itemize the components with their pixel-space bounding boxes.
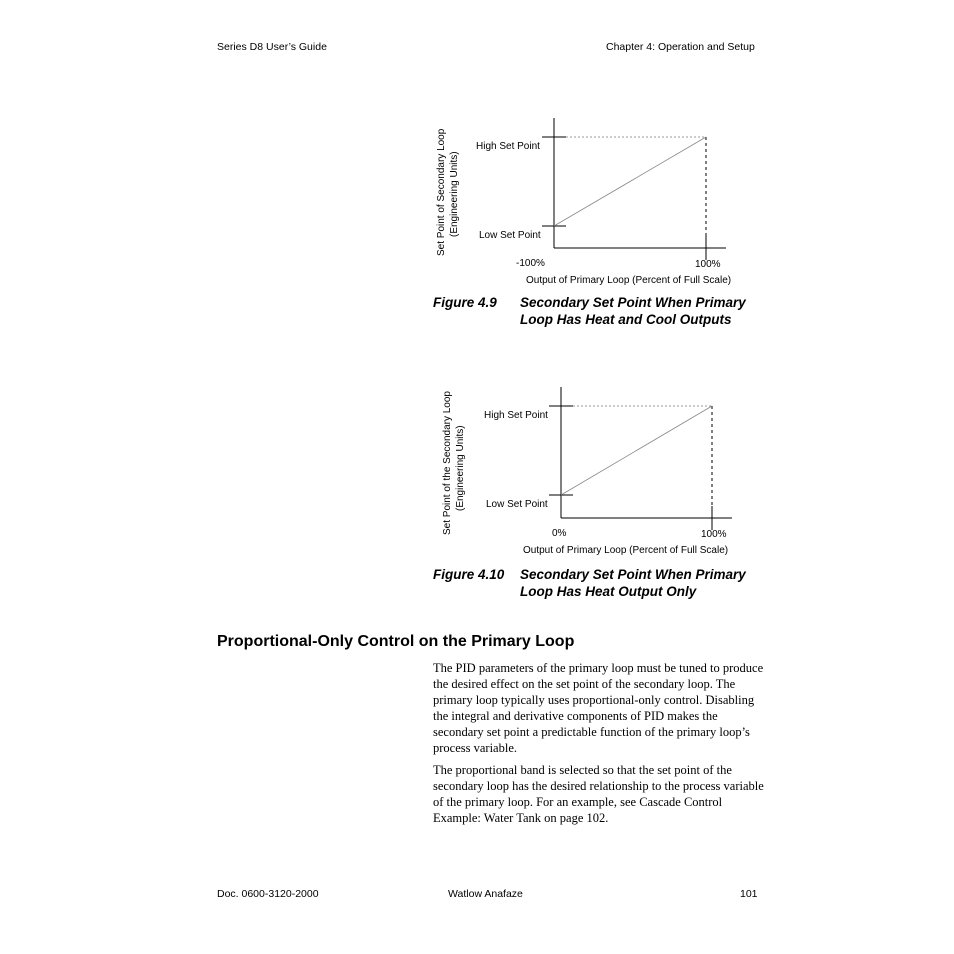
fig49-y-axis-label-2: (Engineering Units) xyxy=(449,151,460,237)
figure-4-9-caption-number: Figure 4.9 xyxy=(433,295,497,310)
fig410-setpoint-line xyxy=(561,406,712,495)
section-title: Proportional-Only Control on the Primary Loop xyxy=(217,633,575,650)
fig49-high-label: High Set Point xyxy=(476,141,540,152)
fig410-x-axis-label: Output of Primary Loop (Percent of Full Scale) xyxy=(523,545,729,556)
fig410-y-axis-label-1: Set Point of the Secondary Loop xyxy=(442,391,453,535)
footer-center: Watlow Anafaze xyxy=(448,888,523,900)
figure-4-10-caption-text: Secondary Set Point When Primary Loop Has Heat Output Only xyxy=(520,567,746,599)
fig49-x-tick-right: 100% xyxy=(695,259,721,270)
header-right: Chapter 4: Operation and Setup xyxy=(606,41,755,53)
fig49-x-tick-left: -100% xyxy=(516,258,545,269)
footer-left: Doc. 0600-3120-2000 xyxy=(217,888,319,900)
page-number: 101 xyxy=(740,888,758,900)
fig49-x-axis-label: Output of Primary Loop (Percent of Full Scale) xyxy=(526,275,732,286)
fig410-low-label: Low Set Point xyxy=(486,499,548,510)
fig49-y-axis-label-1: Set Point of Secondary Loop xyxy=(436,128,447,256)
figure-4-9-caption xyxy=(433,294,783,330)
fig410-y-axis-label-2: (Engineering Units) xyxy=(455,425,466,511)
figure-4-10-caption-number: Figure 4.10 xyxy=(433,567,505,582)
fig410-x-tick-left: 0% xyxy=(552,528,567,539)
fig410-high-label: High Set Point xyxy=(484,410,548,421)
fig410-x-tick-right: 100% xyxy=(701,529,727,540)
fig49-setpoint-line xyxy=(554,137,706,226)
paragraph-1: The PID parameters of the primary loop must be tuned to produce the desired effect on the set point of the secondary loop. The primary loop typically uses proportional-only control. Disabling the integral and derivative components of PID makes the secondary set point a predictable function of the primary loop’s process variable. xyxy=(433,661,764,755)
paragraph-2: The proportional band is selected so that the set point of the secondary loop has the desired relationship to the process variable of the primary loop. For an example, see Cascade Control Example: Water Tank on page 102. xyxy=(433,763,764,825)
figure-4-9-caption-text: Secondary Set Point When Primary Loop Has Heat and Cool Outputs xyxy=(520,295,746,327)
header-left: Series D8 User’s Guide xyxy=(217,41,327,53)
fig49-low-label: Low Set Point xyxy=(479,230,541,241)
figure-4-10-caption xyxy=(433,566,783,602)
